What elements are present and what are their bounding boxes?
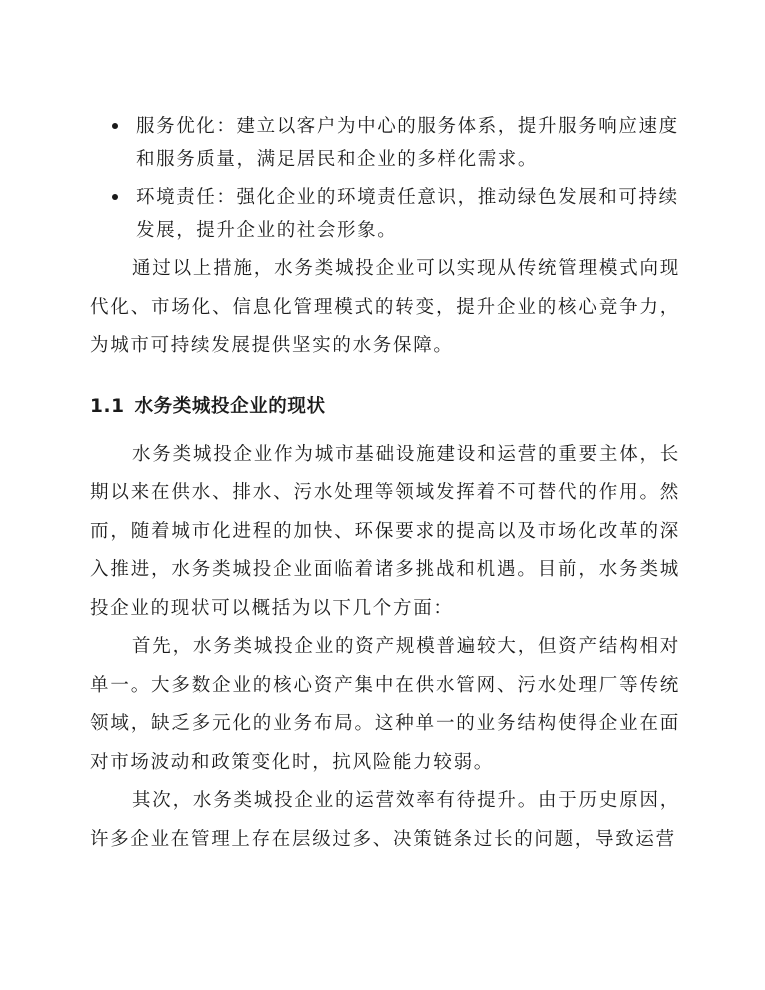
document-body xyxy=(90,110,680,859)
body-paragraph: 其次，水务类城投企业的运营效率有待提升。由于历史原因，许多企业在管理上存在层级过多、决策链条过长的问题，导致运营 xyxy=(90,790,680,850)
body-paragraph: 首先，水务类城投企业的资产规模普遍较大，但资产结构相对单一。大多数企业的核心资产集中在供水管网、污水处理厂等传统领域，缺乏多元化的业务布局。这种单一的业务结构使得企业在面对市场波动和政策变化时，抗风险能力较弱。 xyxy=(90,636,680,773)
section-heading xyxy=(90,392,680,422)
section-number: 1.1 xyxy=(90,395,125,417)
section-title: 水务类城投企业的现状 xyxy=(134,395,326,417)
bullet-dot-icon xyxy=(112,194,118,200)
bullet-text: 环境责任：强化企业的环境责任意识，推动绿色发展和可持续发展，提升企业的社会形象。 xyxy=(136,187,679,241)
intro-paragraph: 通过以上措施，水务类城投企业可以实现从传统管理模式向现代化、市场化、信息化管理模式的转变，提升企业的核心竞争力，为城市可持续发展提供坚实的水务保障。 xyxy=(90,258,680,356)
bullet-text: 服务优化：建立以客户为中心的服务体系，提升服务响应速度和服务质量，满足居民和企业的多样化需求。 xyxy=(136,116,679,170)
bullet-dot-icon xyxy=(112,123,118,129)
bullet-item-service-optimization xyxy=(90,110,680,176)
body-paragraph: 水务类城投企业作为城市基础设施建设和运营的重要主体，长期以来在供水、排水、污水处理等领域发挥着不可替代的作用。然而，随着城市化进程的加快、环保要求的提高以及市场化改革的深入推进，水务类城投企业面临着诸多挑战和机遇。目前，水务类城投企业的现状可以概括为以下几个方面： xyxy=(90,443,680,619)
bullet-item-environmental-responsibility xyxy=(90,181,680,247)
